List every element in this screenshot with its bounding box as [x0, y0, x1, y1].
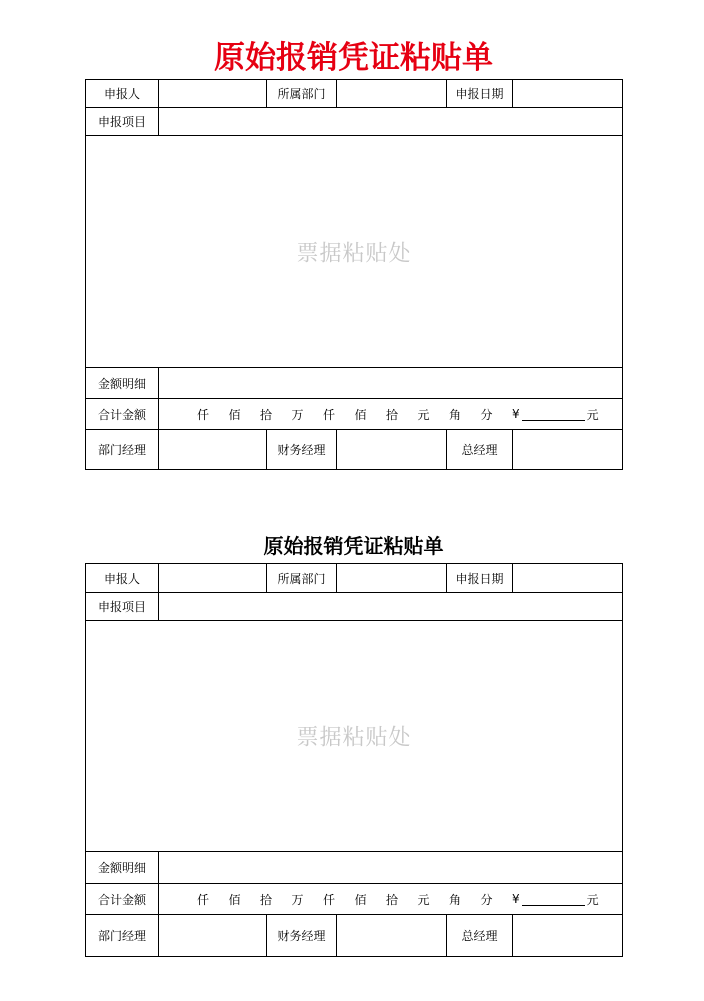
amount-underline[interactable] [522, 893, 585, 906]
unit-jiao: 角 [449, 892, 462, 907]
unit-wan: 万 [291, 407, 304, 422]
unit-yuan: 元 [417, 892, 430, 907]
amount-detail-label: 金额明细 [86, 852, 159, 884]
general-manager-label: 总经理 [447, 430, 513, 470]
amount-units-row [159, 406, 622, 423]
unit-qian: 仟 [197, 892, 210, 907]
amount-underline[interactable] [522, 408, 585, 421]
unit-fen: 分 [480, 407, 493, 422]
general-manager-signature[interactable] [513, 430, 623, 470]
applicant-label: 申报人 [86, 80, 159, 108]
form-title: 原始报销凭证粘贴单 [263, 534, 444, 558]
form-title: 原始报销凭证粘贴单 [214, 40, 493, 76]
date-label: 申报日期 [447, 564, 513, 593]
dept-manager-signature[interactable] [159, 430, 267, 470]
yuan-suffix: 元 [586, 407, 599, 422]
unit-bai: 佰 [228, 892, 241, 907]
unit-qian: 仟 [323, 892, 336, 907]
unit-wan: 万 [291, 892, 304, 907]
finance-manager-signature[interactable] [337, 915, 447, 957]
finance-manager-signature[interactable] [337, 430, 447, 470]
project-field[interactable] [159, 593, 623, 621]
department-label: 所属部门 [267, 80, 337, 108]
unit-shi: 拾 [386, 892, 399, 907]
project-label: 申报项目 [86, 593, 159, 621]
yen-symbol: ¥ [512, 892, 520, 906]
reimbursement-voucher-form [85, 79, 623, 470]
general-manager-label: 总经理 [447, 915, 513, 957]
receipt-paste-area [86, 136, 623, 368]
reimbursement-voucher-form [85, 563, 623, 957]
project-field[interactable] [159, 108, 623, 136]
applicant-field[interactable] [159, 80, 267, 108]
unit-bai: 佰 [228, 407, 241, 422]
date-field[interactable] [513, 80, 623, 108]
date-label: 申报日期 [447, 80, 513, 108]
department-field[interactable] [337, 80, 447, 108]
yuan-suffix: 元 [586, 892, 599, 907]
total-amount-label: 合计金额 [86, 399, 159, 430]
unit-yuan: 元 [417, 407, 430, 422]
department-field[interactable] [337, 564, 447, 593]
total-amount-field[interactable] [159, 399, 623, 430]
unit-bai: 佰 [354, 892, 367, 907]
unit-jiao: 角 [449, 407, 462, 422]
finance-manager-label: 财务经理 [267, 430, 337, 470]
date-field[interactable] [513, 564, 623, 593]
general-manager-signature[interactable] [513, 915, 623, 957]
paste-area-text: 票据粘贴处 [296, 241, 412, 266]
paste-area-text: 票据粘贴处 [296, 725, 412, 751]
total-amount-field[interactable] [159, 884, 623, 915]
unit-qian: 仟 [197, 407, 210, 422]
unit-shi: 拾 [260, 407, 273, 422]
applicant-label: 申报人 [86, 564, 159, 593]
unit-shi: 拾 [386, 407, 399, 422]
department-label: 所属部门 [267, 564, 337, 593]
receipt-paste-area [86, 621, 623, 852]
unit-shi: 拾 [260, 892, 273, 907]
finance-manager-label: 财务经理 [267, 915, 337, 957]
project-label: 申报项目 [86, 108, 159, 136]
unit-bai: 佰 [354, 407, 367, 422]
amount-units-row [159, 891, 622, 908]
dept-manager-label: 部门经理 [86, 430, 159, 470]
applicant-field[interactable] [159, 564, 267, 593]
unit-fen: 分 [480, 892, 493, 907]
dept-manager-signature[interactable] [159, 915, 267, 957]
amount-detail-label: 金额明细 [86, 368, 159, 399]
amount-detail-field[interactable] [159, 852, 623, 884]
unit-qian: 仟 [323, 407, 336, 422]
dept-manager-label: 部门经理 [86, 915, 159, 957]
amount-detail-field[interactable] [159, 368, 623, 399]
yen-symbol: ¥ [512, 407, 520, 421]
total-amount-label: 合计金额 [86, 884, 159, 915]
